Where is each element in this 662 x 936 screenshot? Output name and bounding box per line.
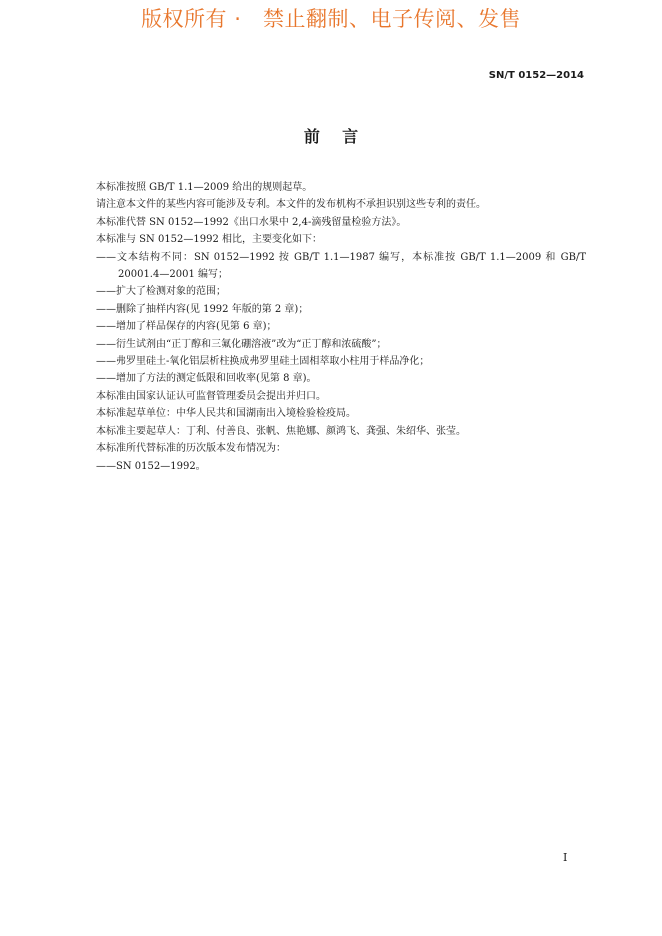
paragraph-history-intro: 本标准所代替标准的历次版本发布情况为： <box>96 443 286 455</box>
standard-code: SN/T 0152—2014 <box>488 70 584 81</box>
change-item-reagent: ——衍生试剂由“正丁醇和三氟化硼溶液”改为“正丁醇和浓硫酸”； <box>96 338 387 350</box>
change-item-detection-limit: ——增加了方法的测定低限和回收率(见第 8 章)。 <box>96 373 317 385</box>
copyright-watermark: 版权所有 · 禁止翻制、电子传阅、发售 <box>141 7 521 31</box>
paragraph-changes-intro: 本标准与 SN 0152—1992 相比，主要变化如下： <box>96 234 323 246</box>
paragraph-patent-notice: 请注意本文件的某些内容可能涉及专利。本文件的发布机构不承担识别这些专利的责任。 <box>96 199 486 211</box>
history-item: ——SN 0152—1992。 <box>96 460 206 472</box>
change-item-storage: ——增加了样品保存的内容(见第 6 章)； <box>96 321 277 333</box>
change-item-scope: ——扩大了检测对象的范围； <box>96 286 226 298</box>
page-number: I <box>563 851 568 864</box>
paragraph-drafting-rules: 本标准按照 GB/T 1.1—2009 给出的规则起草。 <box>96 182 313 193</box>
paragraph-drafting-unit: 本标准起草单位：中华人民共和国湖南出入境检验检疫局。 <box>96 408 356 420</box>
change-item-structure: ——文本结构不同：SN 0152—1992 按 GB/T 1.1—1987 编写，本标准按 GB/T 1.1—2009 和 GB/T 20001.4—2001 编写； <box>96 251 586 281</box>
change-item-sampling: ——删除了抽样内容(见 1992 年版的第 2 章)； <box>96 303 309 315</box>
paragraph-proposed-by: 本标准由国家认证认可监督管理委员会提出并归口。 <box>96 390 326 402</box>
foreword-body <box>96 179 586 475</box>
change-item-cleanup: ——弗罗里硅土-氧化铝层析柱换成弗罗里硅土固相萃取小柱用于样品净化； <box>96 356 430 368</box>
paragraph-drafters: 本标准主要起草人：丁利、付善良、张帆、焦艳娜、颜鸿飞、龚强、朱绍华、张莹。 <box>96 425 466 437</box>
paragraph-replaces: 本标准代替 SN 0152—1992《出口水果中 2,4-滴残留量检验方法》。 <box>96 216 407 228</box>
page-title: 前 言 <box>303 127 359 146</box>
